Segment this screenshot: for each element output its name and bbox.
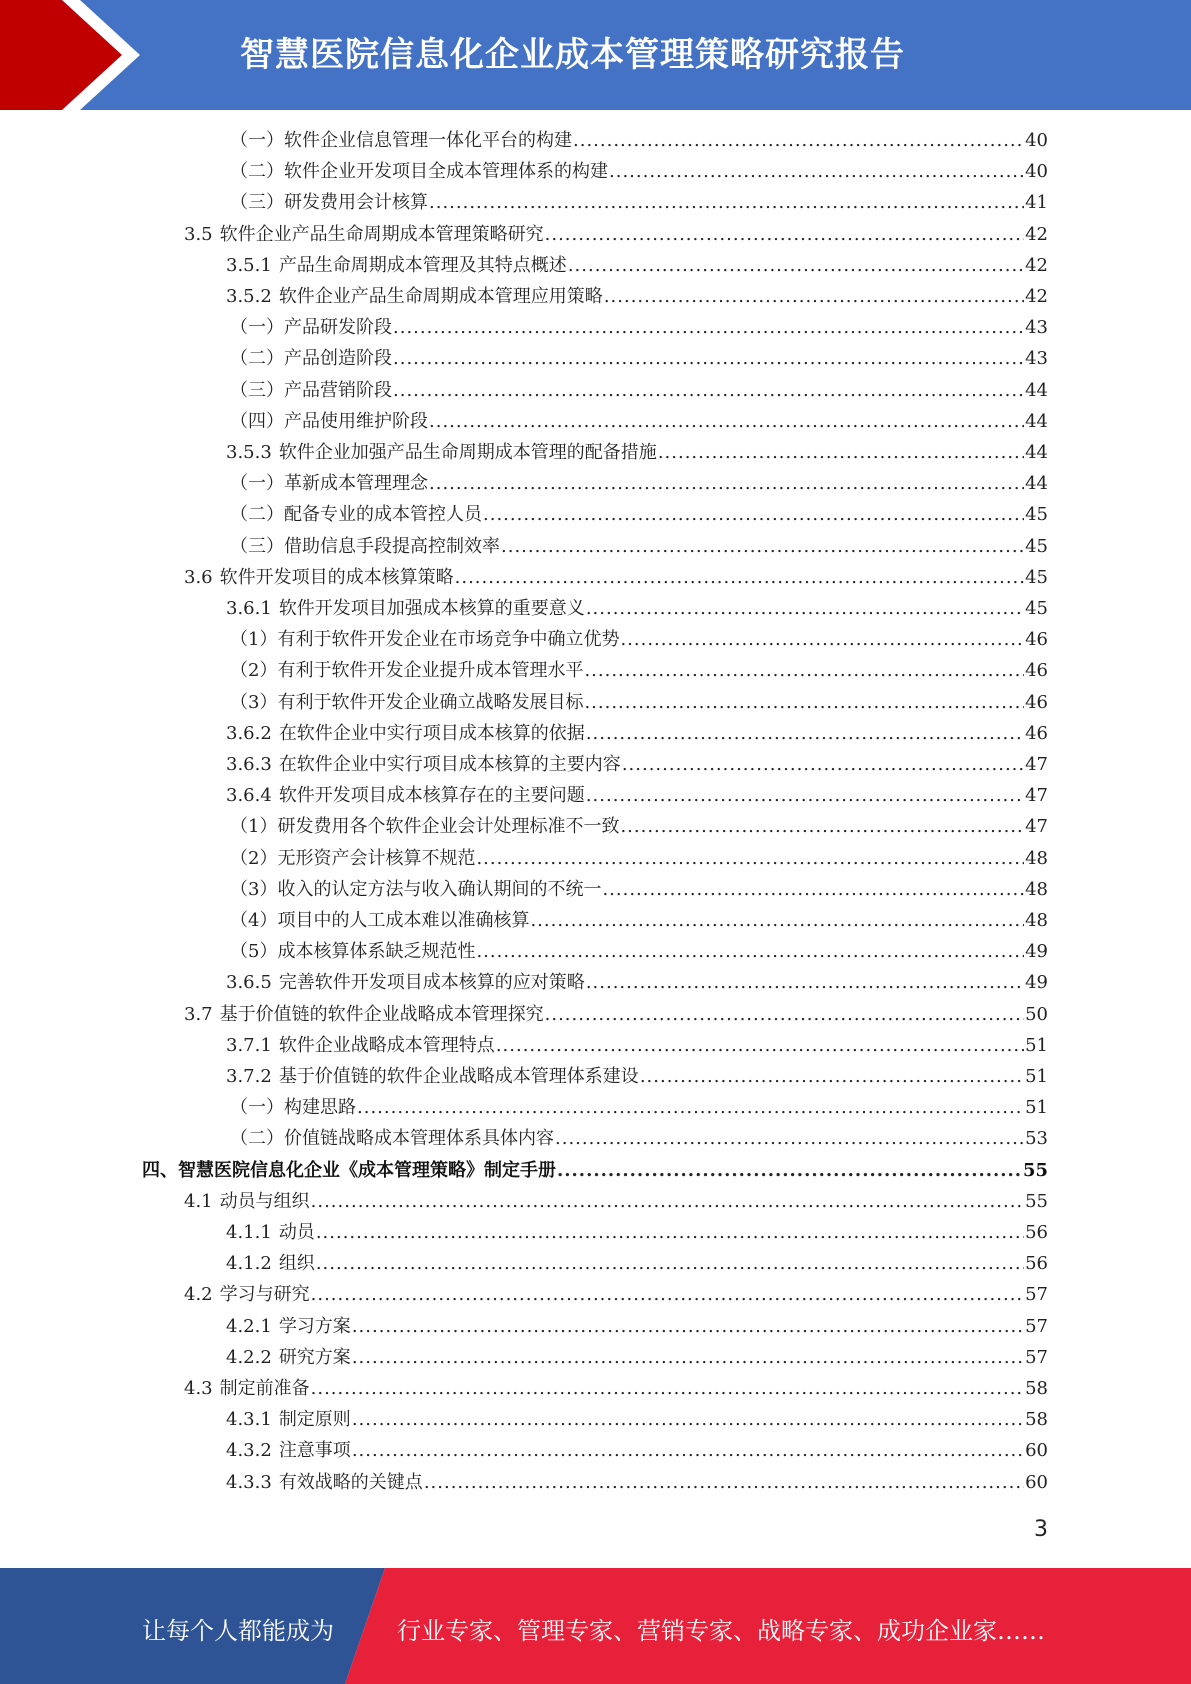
toc-dot-leader <box>640 1066 1024 1087</box>
toc-dot-leader <box>620 629 1024 650</box>
toc-dot-leader <box>557 1160 1022 1181</box>
toc-entry-title: 组织 <box>278 1253 315 1274</box>
toc-entry[interactable] <box>226 1343 1048 1374</box>
toc-entry-title: （一）软件企业信息管理一体化平台的构建 <box>230 130 572 151</box>
toc-dot-leader <box>501 536 1024 557</box>
toc-entry-page: 46 <box>1025 660 1048 681</box>
toc-dot-leader <box>311 1378 1024 1399</box>
toc-entry[interactable] <box>226 1062 1048 1093</box>
toc-entry-page: 42 <box>1025 286 1048 307</box>
toc-entry-page: 46 <box>1025 629 1048 650</box>
toc-entry-number: 3.6.4 <box>226 785 272 806</box>
toc-entry-page: 42 <box>1025 224 1048 245</box>
toc-entry-number: 4.2.2 <box>226 1347 272 1368</box>
toc-entry[interactable] <box>230 407 1048 438</box>
toc-entry-number: 3.6.2 <box>226 723 272 744</box>
toc-dot-leader <box>545 224 1024 245</box>
toc-entry[interactable] <box>226 1312 1048 1343</box>
toc-dot-leader <box>352 1409 1024 1430</box>
toc-entry[interactable] <box>184 563 1048 594</box>
toc-entry-page: 49 <box>1025 972 1048 993</box>
toc-entry[interactable] <box>226 282 1048 313</box>
toc-entry-title: （2）无形资产会计核算不规范 <box>230 848 476 869</box>
document-title: 智慧医院信息化企业成本管理策略研究报告 <box>240 35 905 75</box>
toc-entry-title: （3）收入的认定方法与收入确认期间的不统一 <box>230 879 602 900</box>
toc-entry[interactable] <box>230 344 1048 375</box>
toc-entry[interactable] <box>230 937 1048 968</box>
toc-entry-page: 45 <box>1025 536 1048 557</box>
toc-entry-number: 3.7 <box>184 1004 213 1025</box>
toc-entry-page: 51 <box>1025 1066 1048 1087</box>
toc-entry-page: 57 <box>1025 1284 1048 1305</box>
toc-entry-title: （二）价值链战略成本管理体系具体内容 <box>230 1128 554 1149</box>
toc-entry-number: 3.6.1 <box>226 598 272 619</box>
toc-entry-title: （三）产品营销阶段 <box>230 380 392 401</box>
toc-entry[interactable] <box>230 625 1048 656</box>
toc-dot-leader <box>586 972 1024 993</box>
toc-dot-leader <box>545 1004 1024 1025</box>
page-footer <box>0 1568 1191 1684</box>
toc-entry[interactable] <box>142 1156 1048 1187</box>
toc-entry-number: 3.5.2 <box>226 286 272 307</box>
toc-entry-page: 44 <box>1025 380 1048 401</box>
toc-entry-page: 40 <box>1025 130 1048 151</box>
toc-entry[interactable] <box>230 469 1048 500</box>
toc-dot-leader <box>311 1284 1024 1305</box>
toc-entry-title: 完善软件开发项目成本核算的应对策略 <box>278 972 585 993</box>
toc-entry-title: 软件企业战略成本管理特点 <box>278 1035 495 1056</box>
toc-entry-title: 制定原则 <box>278 1409 351 1430</box>
toc-entry-number: 3.5.1 <box>226 255 272 276</box>
toc-entry-title: （二）产品创造阶段 <box>230 348 392 369</box>
toc-entry-title: 软件开发项目的成本核算策略 <box>219 567 454 588</box>
toc-entry-title: 软件企业产品生命周期成本管理策略研究 <box>219 224 544 245</box>
toc-entry-page: 47 <box>1025 785 1048 806</box>
toc-entry-title: 软件开发项目成本核算存在的主要问题 <box>278 785 585 806</box>
toc-dot-leader <box>352 1347 1024 1368</box>
toc-entry[interactable] <box>226 719 1048 750</box>
toc-entry-title: 制定前准备 <box>219 1378 310 1399</box>
toc-entry-title: （4）项目中的人工成本难以准确核算 <box>230 910 530 931</box>
toc-entry[interactable] <box>230 376 1048 407</box>
toc-entry[interactable] <box>226 438 1048 469</box>
toc-dot-leader <box>586 723 1024 744</box>
toc-dot-leader <box>393 317 1024 338</box>
toc-dot-leader <box>352 1440 1024 1461</box>
toc-entry[interactable] <box>230 126 1048 157</box>
toc-entry-number: 4.1 <box>184 1191 213 1212</box>
toc-entry-page: 56 <box>1025 1222 1048 1243</box>
toc-dot-leader <box>584 692 1024 713</box>
toc-entry-page: 44 <box>1025 473 1048 494</box>
toc-entry-page: 55 <box>1025 1191 1048 1212</box>
toc-entry-title: （三）借助信息手段提高控制效率 <box>230 536 500 557</box>
toc-entry-page: 43 <box>1025 317 1048 338</box>
toc-dot-leader <box>555 1128 1024 1149</box>
toc-dot-leader <box>429 192 1024 213</box>
toc-entry-title: （二）软件企业开发项目全成本管理体系的构建 <box>230 161 608 182</box>
toc-entry[interactable] <box>230 500 1048 531</box>
toc-dot-leader <box>429 411 1024 432</box>
toc-dot-leader <box>604 286 1024 307</box>
toc-entry-page: 48 <box>1025 910 1048 931</box>
toc-entry[interactable] <box>226 594 1048 625</box>
toc-entry[interactable] <box>230 812 1048 843</box>
toc-entry-title: 学习与研究 <box>219 1284 310 1305</box>
toc-entry-title: 产品生命周期成本管理及其特点概述 <box>278 255 567 276</box>
toc-entry-title: 注意事项 <box>278 1440 351 1461</box>
toc-entry-title: （一）革新成本管理理念 <box>230 473 428 494</box>
toc-dot-leader <box>424 1472 1024 1493</box>
toc-dot-leader <box>393 380 1024 401</box>
toc-entry-page: 41 <box>1025 192 1048 213</box>
toc-dot-leader <box>357 1097 1024 1118</box>
toc-entry-page: 57 <box>1025 1347 1048 1368</box>
toc-entry-page: 45 <box>1025 504 1048 525</box>
toc-entry[interactable] <box>184 1280 1048 1311</box>
toc-entry-title: （四）产品使用维护阶段 <box>230 411 428 432</box>
toc-entry-number: 4.3.3 <box>226 1472 272 1493</box>
toc-entry[interactable] <box>184 1374 1048 1405</box>
toc-entry-title: （1）研发费用各个软件企业会计处理标准不一致 <box>230 816 620 837</box>
toc-entry[interactable] <box>226 1031 1048 1062</box>
toc-entry[interactable] <box>184 1000 1048 1031</box>
toc-entry-number: 3.6 <box>184 567 213 588</box>
toc-entry[interactable] <box>230 1124 1048 1155</box>
toc-entry-page: 47 <box>1025 816 1048 837</box>
page-header <box>0 0 1191 110</box>
toc-entry-page: 58 <box>1025 1378 1048 1399</box>
header-chevron-decoration <box>0 0 160 110</box>
toc-dot-leader <box>622 754 1024 775</box>
toc-entry[interactable] <box>230 875 1048 906</box>
toc-entry-title: 软件企业产品生命周期成本管理应用策略 <box>278 286 603 307</box>
toc-entry-page: 51 <box>1025 1097 1048 1118</box>
toc-entry-page: 43 <box>1025 348 1048 369</box>
toc-entry[interactable] <box>226 1436 1048 1467</box>
toc-entry-title: 研究方案 <box>278 1347 351 1368</box>
toc-entry-page: 48 <box>1025 848 1048 869</box>
toc-dot-leader <box>584 660 1024 681</box>
toc-dot-leader <box>316 1253 1024 1274</box>
toc-entry-title: （1）有利于软件开发企业在市场竞争中确立优势 <box>230 629 620 650</box>
toc-entry[interactable] <box>230 1093 1048 1124</box>
toc-entry-number: 3.6.5 <box>226 972 272 993</box>
toc-entry-number: 3.7.1 <box>226 1035 272 1056</box>
footer-slogan: 让每个人都能成为 <box>142 1617 334 1645</box>
toc-entry-page: 58 <box>1025 1409 1048 1430</box>
toc-dot-leader <box>476 941 1024 962</box>
toc-dot-leader <box>658 442 1024 463</box>
toc-entry-title: 基于价值链的软件企业战略成本管理体系建设 <box>278 1066 639 1087</box>
toc-entry[interactable] <box>226 251 1048 282</box>
toc-dot-leader <box>311 1191 1024 1212</box>
toc-entry[interactable] <box>230 313 1048 344</box>
toc-dot-leader <box>429 473 1024 494</box>
toc-dot-leader <box>586 598 1024 619</box>
toc-dot-leader <box>455 567 1024 588</box>
toc-entry-number: 4.2.1 <box>226 1316 272 1337</box>
toc-entry-page: 60 <box>1025 1440 1048 1461</box>
toc-entry-title: 动员与组织 <box>219 1191 310 1212</box>
toc-entry-title: 软件企业加强产品生命周期成本管理的配备措施 <box>278 442 657 463</box>
toc-entry[interactable] <box>230 656 1048 687</box>
toc-entry-page: 44 <box>1025 442 1048 463</box>
page-number: 3 <box>1034 1517 1048 1542</box>
toc-entry-page: 48 <box>1025 879 1048 900</box>
toc-entry[interactable] <box>230 188 1048 219</box>
toc-entry[interactable] <box>230 157 1048 188</box>
toc-entry-page: 42 <box>1025 255 1048 276</box>
toc-entry[interactable] <box>226 1405 1048 1436</box>
toc-entry-title: 软件开发项目加强成本核算的重要意义 <box>278 598 585 619</box>
toc-entry-title: （2）有利于软件开发企业提升成本管理水平 <box>230 660 584 681</box>
toc-entry-title: 学习方案 <box>278 1316 351 1337</box>
toc-dot-leader <box>530 910 1024 931</box>
toc-entry-title: 基于价值链的软件企业战略成本管理探究 <box>219 1004 544 1025</box>
toc-entry-title: 四、智慧医院信息化企业《成本管理策略》制定手册 <box>142 1160 556 1181</box>
toc-dot-leader <box>620 816 1024 837</box>
toc-dot-leader <box>316 1222 1024 1243</box>
toc-entry-page: 46 <box>1025 692 1048 713</box>
toc-entry-title: （一）构建思路 <box>230 1097 356 1118</box>
toc-entry[interactable] <box>230 688 1048 719</box>
toc-entry-number: 4.1.1 <box>226 1222 272 1243</box>
toc-dot-leader <box>568 255 1024 276</box>
toc-entry-title: （3）有利于软件开发企业确立战略发展目标 <box>230 692 584 713</box>
toc-entry[interactable] <box>226 1249 1048 1280</box>
toc-entry[interactable] <box>226 1218 1048 1249</box>
toc-entry-number: 4.3 <box>184 1378 213 1399</box>
toc-entry-number: 3.7.2 <box>226 1066 272 1087</box>
toc-entry-title: （5）成本核算体系缺乏规范性 <box>230 941 476 962</box>
toc-entry-page: 60 <box>1025 1472 1048 1493</box>
toc-dot-leader <box>586 785 1024 806</box>
toc-entry-page: 44 <box>1025 411 1048 432</box>
toc-entry-page: 49 <box>1025 941 1048 962</box>
toc-dot-leader <box>483 504 1024 525</box>
toc-entry[interactable] <box>226 1468 1048 1499</box>
toc-entry-page: 46 <box>1025 723 1048 744</box>
toc-entry-page: 57 <box>1025 1316 1048 1337</box>
toc-entry-page: 45 <box>1025 598 1048 619</box>
toc-entry-page: 51 <box>1025 1035 1048 1056</box>
toc-entry-number: 4.1.2 <box>226 1253 272 1274</box>
toc-entry-page: 55 <box>1022 1160 1048 1181</box>
toc-entry-page: 50 <box>1025 1004 1048 1025</box>
toc-entry[interactable] <box>184 1187 1048 1218</box>
toc-entry[interactable] <box>230 532 1048 563</box>
toc-entry[interactable] <box>226 781 1048 812</box>
toc-entry-number: 4.3.1 <box>226 1409 272 1430</box>
toc-dot-leader <box>609 161 1024 182</box>
toc-dot-leader <box>476 848 1024 869</box>
toc-entry[interactable] <box>184 220 1048 251</box>
toc-entry-title: 在软件企业中实行项目成本核算的依据 <box>278 723 585 744</box>
toc-entry-number: 3.6.3 <box>226 754 272 775</box>
toc-entry-title: 在软件企业中实行项目成本核算的主要内容 <box>278 754 621 775</box>
footer-roles: 行业专家、管理专家、营销专家、战略专家、成功企业家…… <box>397 1617 1045 1645</box>
toc-entry-title: 有效战略的关键点 <box>278 1472 423 1493</box>
toc-entry[interactable] <box>226 750 1048 781</box>
toc-dot-leader <box>496 1035 1024 1056</box>
toc-entry-page: 56 <box>1025 1253 1048 1274</box>
toc-entry-number: 3.5.3 <box>226 442 272 463</box>
toc-dot-leader <box>393 348 1024 369</box>
toc-entry-title: （二）配备专业的成本管控人员 <box>230 504 482 525</box>
toc-entry-title: （一）产品研发阶段 <box>230 317 392 338</box>
toc-entry-number: 4.3.2 <box>226 1440 272 1461</box>
toc-entry-number: 4.2 <box>184 1284 213 1305</box>
toc-entry-number: 3.5 <box>184 224 213 245</box>
toc-dot-leader <box>573 130 1024 151</box>
toc-entry[interactable] <box>230 906 1048 937</box>
toc-entry-page: 47 <box>1025 754 1048 775</box>
toc-entry-page: 53 <box>1025 1128 1048 1149</box>
toc-entry-title: （三）研发费用会计核算 <box>230 192 428 213</box>
toc-entry[interactable] <box>230 844 1048 875</box>
toc-dot-leader <box>602 879 1024 900</box>
toc-entry[interactable] <box>226 968 1048 999</box>
toc-entry-title: 动员 <box>278 1222 315 1243</box>
toc-entry-page: 45 <box>1025 567 1048 588</box>
toc-dot-leader <box>352 1316 1024 1337</box>
toc-entry-page: 40 <box>1025 161 1048 182</box>
